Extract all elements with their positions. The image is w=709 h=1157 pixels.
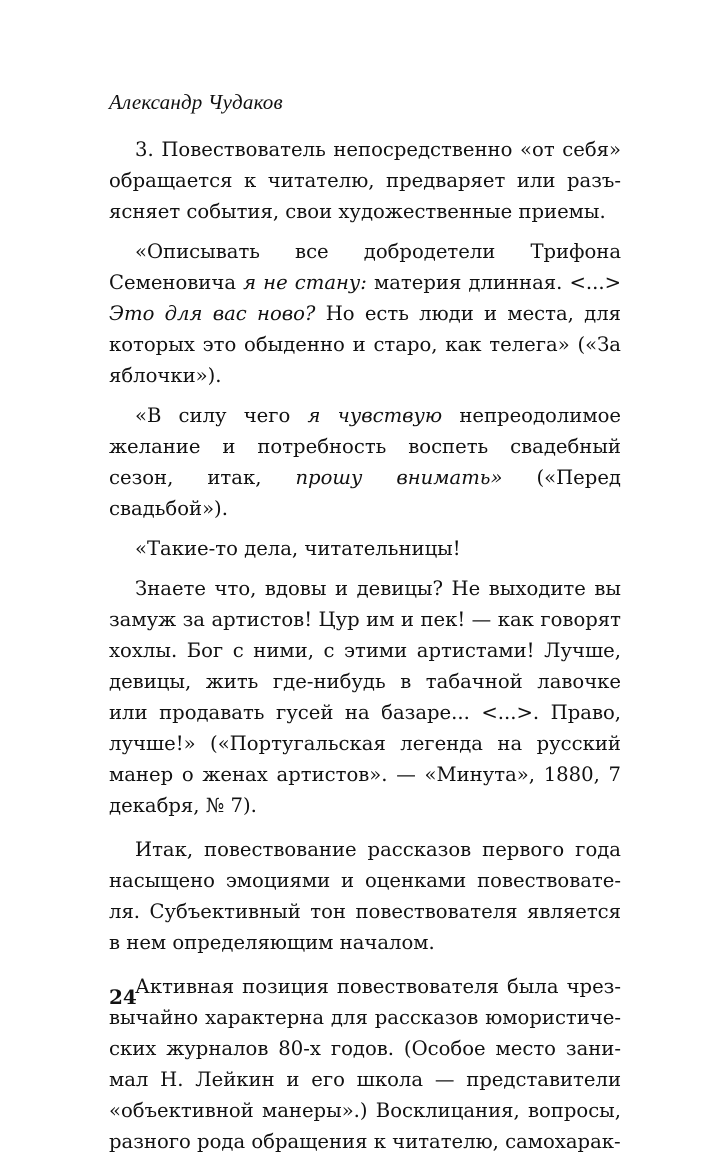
quote-text: «В силу чего	[135, 404, 308, 427]
paragraph-4-quote: «Такие-то дела, читательницы!	[135, 537, 461, 560]
paragraph-7: Активная позиция повествователя была чрезвычайно характерна для рассказов юмористических журналов 80-х годов. (Особое место занимал Н. Лейкин и его школа — представители «объективной манеры».) Восклицания, вопросы, разного рода обращения к читателю, самохарак-	[109, 975, 621, 1153]
paragraph-2-quote	[109, 236, 621, 391]
quote-text: материя длинная. <...>	[366, 271, 621, 294]
quote-text: Но есть люди и места, для которых это обыденно и старо, как телега» («За яблочки»).	[109, 302, 622, 387]
running-header-author: Александр Чудаков	[109, 90, 283, 114]
paragraph-6: Итак, повествование рассказов первого года насыщено эмоциями и оценками повествователя. Субъективный тон повествователя является в нем определяющим началом.	[109, 838, 621, 954]
body-text	[109, 134, 621, 1157]
paragraph-1: 3. Повествователь непосредственно «от себя» обращается к читателю, предваряет или разъясняет события, свои художественные приемы.	[109, 138, 621, 223]
italic-emphasis: я не стану:	[243, 271, 367, 294]
italic-emphasis: я чувствую	[307, 404, 443, 427]
quote-text: «Описывать все добродетели Трифона Семеновича	[109, 240, 621, 294]
italic-emphasis: Это для вас ново?	[109, 302, 316, 325]
page-number: 24	[109, 985, 137, 1009]
paragraph-3-quote	[109, 400, 621, 524]
quote-text: («Перед свадьбой»).	[109, 466, 621, 520]
italic-emphasis: прошу внимать»	[295, 466, 503, 489]
paragraph-5-quote: Знаете что, вдовы и девицы? Не выходите вы замуж за артистов! Цур им и пек! — как говорят хохлы. Бог с ними, с этими артистами! Лучше, девицы, жить где-нибудь в табачной лавочке или продавать гусей на базаре... <...>. Право, лучше!» («Португальская легенда на русский манер о женах артистов». — «Минута», 1880, 7 декабря, № 7).	[109, 577, 621, 817]
quote-text: непреодолимое желание и потребность воспеть свадебный сезон, итак,	[109, 404, 621, 489]
